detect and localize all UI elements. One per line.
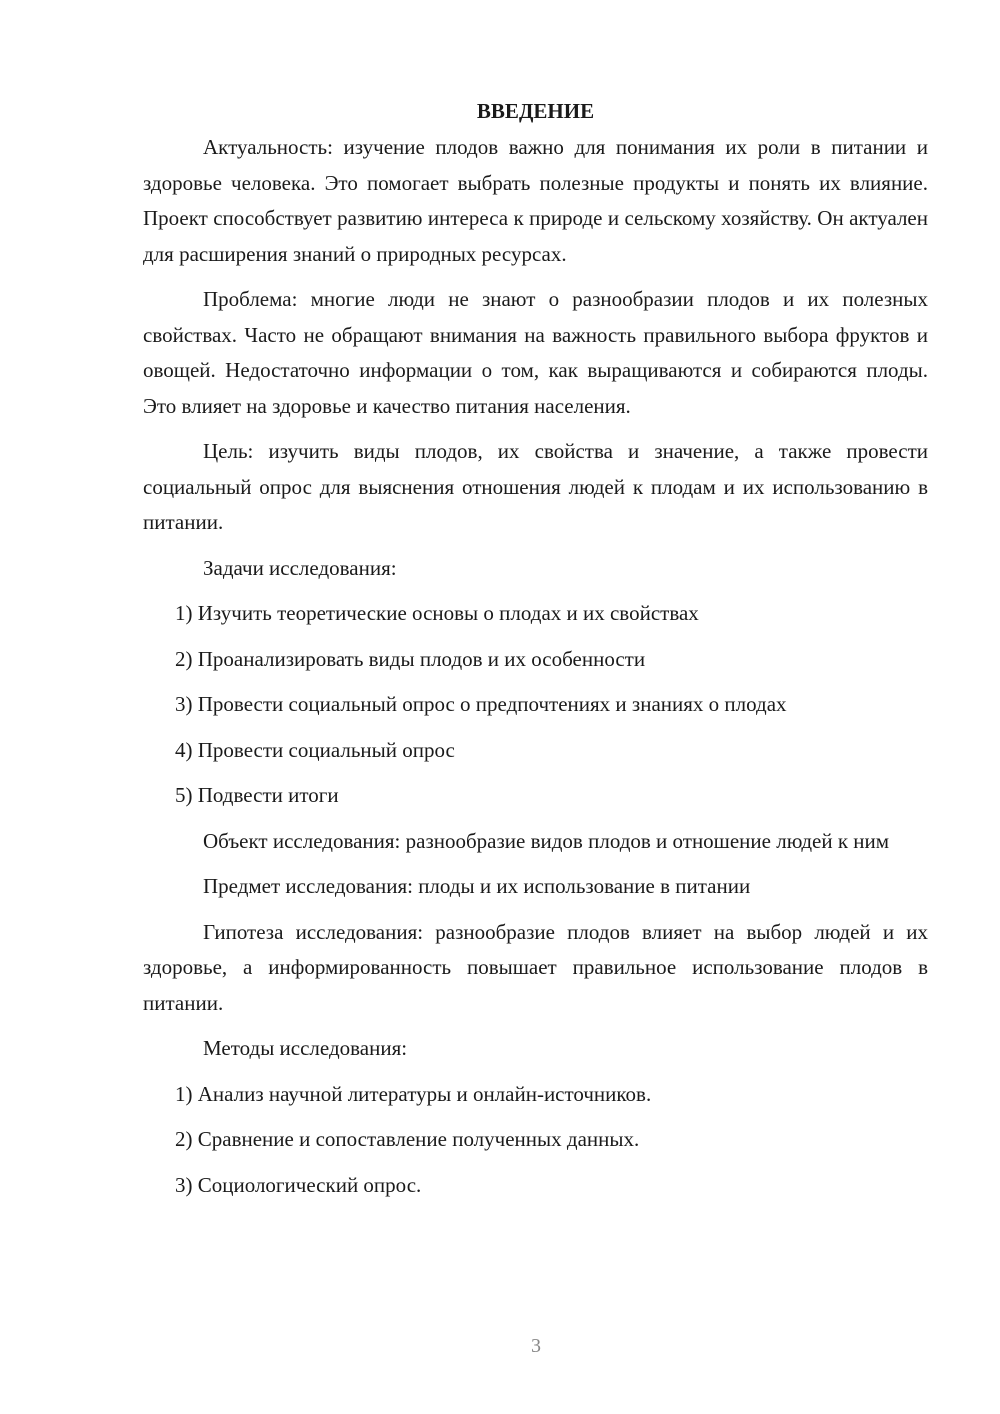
task-item: 2) Проанализировать виды плодов и их особенности (175, 646, 646, 671)
object-paragraph: Объект исследования: разнообразие видов плодов и отношение людей к ним (203, 828, 890, 853)
section-title: ВВЕДЕНИЕ (476, 99, 595, 123)
task-item: 4) Провести социальный опрос (175, 737, 455, 762)
task-item: 3) Провести социальный опрос о предпочтениях и знаниях о плодах (175, 692, 787, 716)
task-item: 5) Подвести итоги (175, 783, 339, 807)
problem-paragraph: Проблема: многие люди не знают о разнообразии плодов и их полезных свойствах. Часто не обращают внимания на важность правильного выбора фруктов и овощей. Недостаточно информации о том, как выращиваются и собираются плоды. Это влияет на здоровье и качество питания населения. (143, 287, 928, 418)
methods-heading: Методы исследования: (203, 1036, 408, 1060)
task-item: 1) Изучить теоретические основы о плодах и их свойствах (175, 601, 699, 625)
tasks-heading: Задачи исследования: (203, 555, 397, 580)
page-content (143, 96, 928, 1213)
subject-paragraph: Предмет исследования: плоды и их использование в питании (203, 874, 751, 898)
method-item: 3) Социологический опрос. (175, 1172, 422, 1197)
method-item: 2) Сравнение и сопоставление полученных данных. (175, 1127, 640, 1151)
relevance-paragraph: Актуальность: изучение плодов важно для понимания их роли в питании и здоровье человека. Это помогает выбрать полезные продукты и понять их влияние. Проект способствует развитию интереса к природе и сельскому хозяйству. Он актуален для расширения знаний о природных ресурсах. (143, 135, 928, 266)
method-item: 1) Анализ научной литературы и онлайн-источников. (175, 1081, 652, 1106)
hypothesis-paragraph: Гипотеза исследования: разнообразие плодов влияет на выбор людей и их здоровье, а информированность повышает правильное использование плодов в питании. (143, 919, 928, 1015)
page-number: 3 (531, 1335, 541, 1357)
goal-paragraph: Цель: изучить виды плодов, их свойства и значение, а также провести социальный опрос для выяснения отношения людей к плодам и их использованию в питании. (143, 439, 928, 534)
